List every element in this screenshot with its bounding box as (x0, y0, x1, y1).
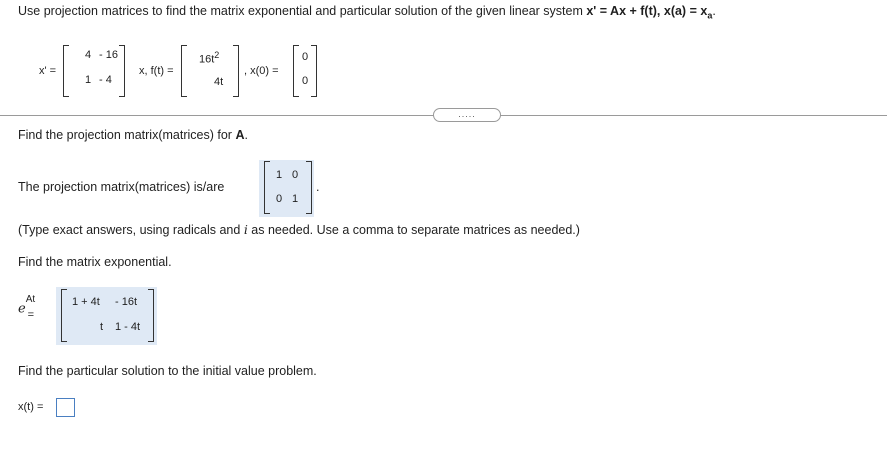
f-exponent: 2 (214, 50, 220, 60)
matrix-exp-cell: 1 + 4t (72, 296, 100, 308)
projection-matrix-cell: 1 (292, 193, 299, 205)
matrix-exp-cell: 1 - 4t (115, 321, 141, 333)
projection-matrix-answer[interactable] (264, 161, 312, 214)
matrix-A-cell: 1 (85, 74, 92, 86)
q3-lhs: x(t) = (18, 401, 44, 413)
matrix-A-cell: 4 (85, 49, 92, 61)
matrix-A-cell: - 4 (99, 74, 112, 86)
matrix-f (181, 45, 239, 97)
matrix-exponential-answer[interactable] (61, 289, 154, 342)
mid-label: x, f(t) = (139, 65, 174, 77)
problem-statement (18, 4, 716, 21)
q1-hint-a: (Type exact answers, using radicals and (18, 223, 244, 237)
q1-prompt-bold: A (235, 128, 245, 142)
q1-answer-end: . (316, 180, 320, 194)
projection-matrix-cell: 1 (276, 169, 283, 181)
x0-label: , x(0) = (244, 65, 279, 77)
e-equals: = (27, 309, 35, 322)
matrix-x0-cell: 0 (302, 51, 309, 63)
q1-prompt (18, 128, 248, 142)
q1-hint-i: i (243, 222, 248, 237)
q1-hint (18, 222, 580, 237)
q1-prompt-text: Find the projection matrix(matrices) for (18, 128, 236, 142)
problem-intro: Use projection matrices to find the matrix exponential and particular solution of the given linear system (18, 4, 587, 18)
xprime-label: x' = (39, 65, 57, 77)
matrix-x0-cell: 0 (302, 75, 309, 87)
projection-matrix-cell: 0 (276, 193, 283, 205)
e-symbol: e (18, 301, 26, 317)
system-equation: x' = Ax + f(t), x(a) = x (586, 4, 708, 18)
matrix-x0 (293, 45, 317, 97)
matrix-A-cell: - 16 (99, 49, 118, 61)
matrix-exp-cell: t (100, 321, 104, 333)
system-end: . (712, 4, 716, 18)
matrix-f-cell: $16t^2$ (199, 50, 220, 66)
e-exponent: At (25, 294, 36, 305)
q3-prompt: Find the particular solution to the initial value problem. (18, 364, 317, 378)
q2-prompt: Find the matrix exponential. (18, 255, 172, 269)
matrix-f-cell: 4t (214, 76, 224, 88)
more-button[interactable]: ..... (433, 108, 501, 122)
projection-matrix-cell: 0 (292, 169, 299, 181)
particular-solution-input[interactable] (56, 398, 75, 417)
matrix-exp-cell: - 16t (115, 296, 138, 308)
q1-answer-label: The projection matrix(matrices) is/are (18, 180, 225, 194)
q1-prompt-end: . (244, 128, 248, 142)
matrix-exponential-lhs (18, 294, 46, 322)
system-subscript: a (707, 10, 713, 21)
q1-hint-b: as needed. Use a comma to separate matrices as needed.) (247, 223, 580, 237)
matrix-A (63, 45, 125, 97)
